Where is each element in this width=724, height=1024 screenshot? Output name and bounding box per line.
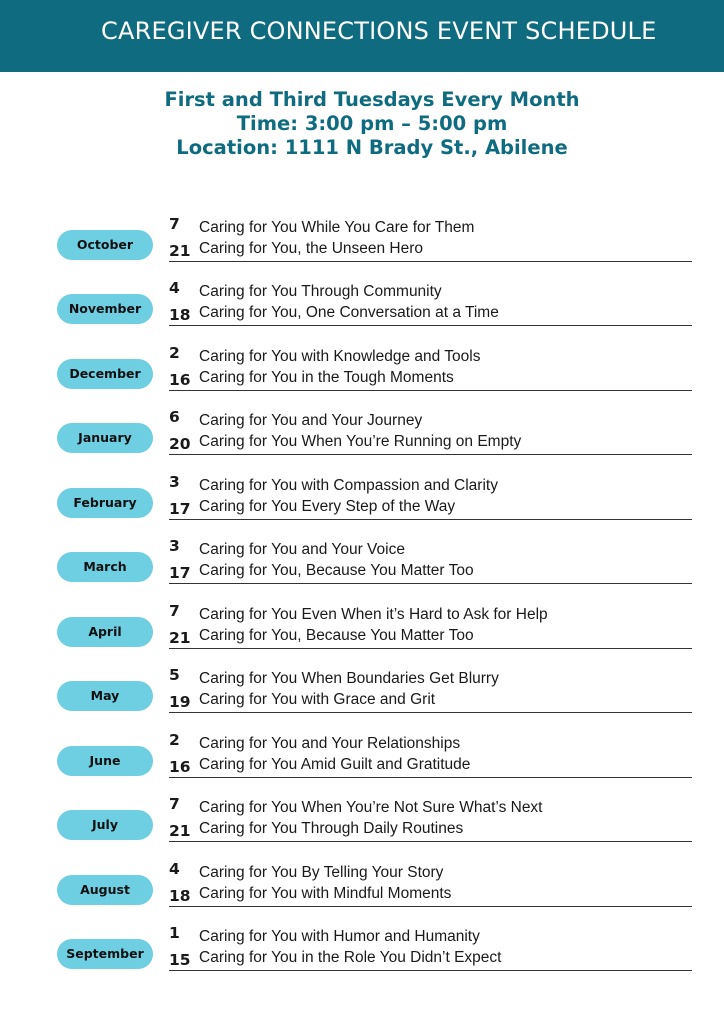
event-title: Caring for You, One Conversation at a Time — [199, 304, 499, 321]
month-label: March — [57, 552, 153, 582]
month-row-january — [0, 410, 724, 474]
row-divider — [169, 261, 692, 262]
event-item — [169, 538, 405, 560]
row-divider — [169, 519, 692, 520]
row-divider — [169, 390, 692, 391]
event-title: Caring for You While You Care for Them — [199, 219, 475, 236]
event-title: Caring for You and Your Journey — [199, 412, 423, 429]
event-item — [169, 688, 435, 710]
event-day: 7 — [169, 602, 180, 620]
event-day: 18 — [169, 887, 191, 905]
month-row-june — [0, 733, 724, 797]
schedule-time: Time: 3:00 pm – 5:00 pm — [236, 112, 508, 135]
event-title: Caring for You Even When it’s Hard to Ask for Help — [199, 606, 548, 623]
event-title: Caring for You, the Unseen Hero — [199, 240, 424, 257]
month-label: May — [57, 681, 153, 711]
event-item — [169, 925, 480, 947]
month-label: October — [57, 230, 153, 260]
month-row-august — [0, 862, 724, 926]
event-title: Caring for You Every Step of the Way — [199, 498, 456, 515]
event-item — [169, 495, 455, 517]
event-day: 20 — [169, 435, 191, 453]
event-item — [169, 946, 501, 968]
month-row-march — [0, 539, 724, 603]
event-title: Caring for You, Because You Matter Too — [199, 562, 474, 579]
event-item — [169, 753, 470, 775]
month-label: February — [57, 488, 153, 518]
row-divider — [169, 841, 692, 842]
event-item — [169, 817, 463, 839]
month-label: September — [57, 939, 153, 969]
month-label: January — [57, 423, 153, 453]
event-title: Caring for You Amid Guilt and Gratitude — [199, 756, 471, 773]
month-row-july — [0, 797, 724, 861]
event-item — [169, 409, 422, 431]
event-title: Caring for You with Knowledge and Tools — [199, 348, 481, 365]
event-day: 5 — [169, 666, 180, 684]
event-day: 17 — [169, 564, 191, 582]
event-day: 21 — [169, 629, 191, 647]
month-row-may — [0, 668, 724, 732]
event-title: Caring for You, Because You Matter Too — [199, 627, 474, 644]
event-item — [169, 861, 443, 883]
event-day: 2 — [169, 731, 180, 749]
schedule-info — [0, 88, 724, 160]
schedule-frequency: First and Third Tuesdays Every Month — [164, 88, 580, 111]
event-title: Caring for You with Humor and Humanity — [199, 928, 480, 945]
month-label: July — [57, 810, 153, 840]
event-item — [169, 882, 451, 904]
event-day: 7 — [169, 215, 180, 233]
event-day: 3 — [169, 537, 180, 555]
row-divider — [169, 454, 692, 455]
page-title: CAREGIVER CONNECTIONS EVENT SCHEDULE — [101, 17, 657, 45]
event-item — [169, 796, 543, 818]
month-row-september — [0, 926, 724, 990]
event-title: Caring for You with Compassion and Clarity — [199, 477, 498, 494]
event-day: 16 — [169, 758, 191, 776]
row-divider — [169, 648, 692, 649]
event-item — [169, 732, 460, 754]
event-day: 18 — [169, 306, 191, 324]
event-item — [169, 430, 521, 452]
event-item — [169, 667, 499, 689]
event-item — [169, 237, 423, 259]
event-day: 21 — [169, 242, 191, 260]
month-row-december — [0, 346, 724, 410]
event-item — [169, 474, 498, 496]
event-day: 3 — [169, 473, 180, 491]
row-divider — [169, 325, 692, 326]
month-label: April — [57, 617, 153, 647]
row-divider — [169, 777, 692, 778]
month-row-february — [0, 475, 724, 539]
event-title: Caring for You When Boundaries Get Blurry — [199, 670, 499, 687]
month-label: August — [57, 875, 153, 905]
event-item — [169, 345, 481, 367]
event-item — [169, 559, 474, 581]
event-day: 4 — [169, 279, 180, 297]
event-title: Caring for You When You’re Running on Empty — [199, 433, 522, 450]
event-title: Caring for You and Your Relationships — [199, 735, 461, 752]
event-title: Caring for You in the Tough Moments — [199, 369, 454, 386]
event-item — [169, 216, 474, 238]
event-day: 16 — [169, 371, 191, 389]
event-day: 15 — [169, 951, 191, 969]
event-title: Caring for You with Grace and Grit — [199, 691, 436, 708]
event-item — [169, 366, 454, 388]
event-day: 17 — [169, 500, 191, 518]
month-row-october — [0, 217, 724, 281]
row-divider — [169, 970, 692, 971]
event-day: 7 — [169, 795, 180, 813]
event-title: Caring for You in the Role You Didn’t Expect — [199, 949, 502, 966]
event-day: 6 — [169, 408, 180, 426]
event-title: Caring for You When You’re Not Sure What’s Next — [199, 799, 543, 816]
event-title: Caring for You Through Community — [199, 283, 442, 300]
header-bar — [0, 0, 724, 72]
event-title: Caring for You and Your Voice — [199, 541, 405, 558]
row-divider — [169, 906, 692, 907]
month-row-april — [0, 604, 724, 668]
event-day: 19 — [169, 693, 191, 711]
month-label: November — [57, 294, 153, 324]
month-label: December — [57, 359, 153, 389]
event-day: 1 — [169, 924, 180, 942]
event-day: 4 — [169, 860, 180, 878]
event-item — [169, 603, 548, 625]
event-title: Caring for You with Mindful Moments — [199, 885, 452, 902]
event-day: 21 — [169, 822, 191, 840]
event-title: Caring for You By Telling Your Story — [199, 864, 444, 881]
event-title: Caring for You Through Daily Routines — [199, 820, 464, 837]
event-day: 2 — [169, 344, 180, 362]
row-divider — [169, 712, 692, 713]
event-item — [169, 280, 442, 302]
event-item — [169, 624, 474, 646]
schedule-location: Location: 1111 N Brady St., Abilene — [176, 136, 568, 159]
row-divider — [169, 583, 692, 584]
event-item — [169, 301, 499, 323]
month-row-november — [0, 281, 724, 345]
month-label: June — [57, 746, 153, 776]
